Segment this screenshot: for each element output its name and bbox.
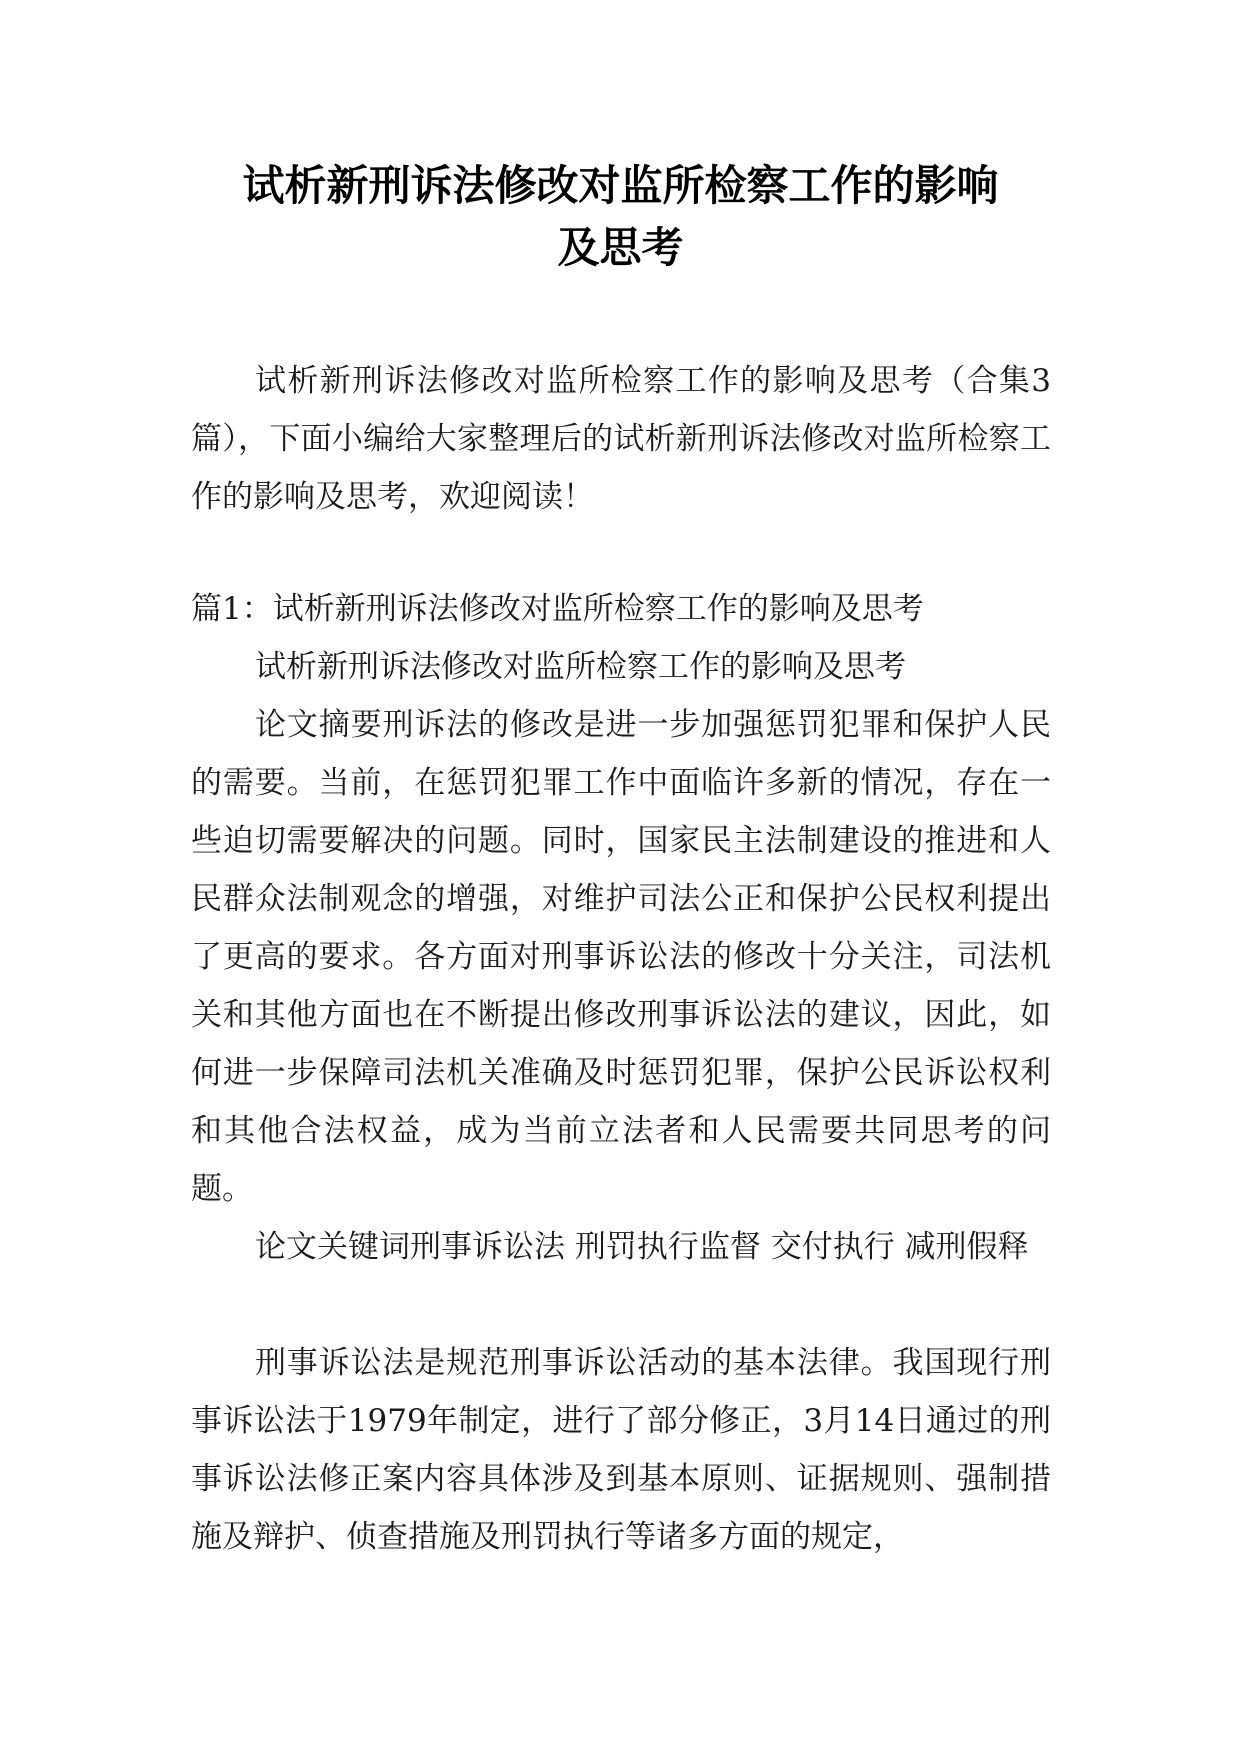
body-paragraph: 刑事诉讼法是规范刑事诉讼活动的基本法律。我国现行刑事诉讼法于1979年制定，进行了部分修正，3月14日通过的刑事诉讼法修正案内容具体涉及到基本原则、证据规则、强制措施及辩护、侦查措施及刑罚执行等诸多方面的规定，: [191, 1345, 1051, 1555]
document-title-line-2: 及思考: [557, 223, 684, 272]
section-subtitle: 试析新刑诉法修改对监所检察工作的影响及思考: [255, 649, 906, 685]
document-title-line-1: 试析新刑诉法修改对监所检察工作的影响: [242, 161, 999, 210]
abstract-paragraph: 论文摘要刑诉法的修改是进一步加强惩罚犯罪和保护人民的需要。当前，在惩罚犯罪工作中面临许多新的情况，存在一些迫切需要解决的问题。同时，国家民主法制建设的推进和人民群众法制观念的增强，对维护司法公正和保护公民权利提出了更高的要求。各方面对刑事诉讼法的修改十分关注，司法机关和其他方面也在不断提出修改刑事诉讼法的建议，因此，如何进一步保障司法机关准确及时惩罚犯罪，保护公民诉讼权利和其他合法权益，成为当前立法者和人民需要共同思考的问题。: [191, 707, 1051, 1207]
keywords-paragraph: 论文关键词刑事诉讼法 刑罚执行监督 交付执行 减刑假释: [255, 1229, 1029, 1265]
section-heading: 篇1：试析新刑诉法修改对监所检察工作的影响及思考: [191, 591, 924, 627]
intro-paragraph: 试析新刑诉法修改对监所检察工作的影响及思考（合集3篇），下面小编给大家整理后的试析新刑诉法修改对监所检察工作的影响及思考，欢迎阅读！: [191, 363, 1051, 515]
